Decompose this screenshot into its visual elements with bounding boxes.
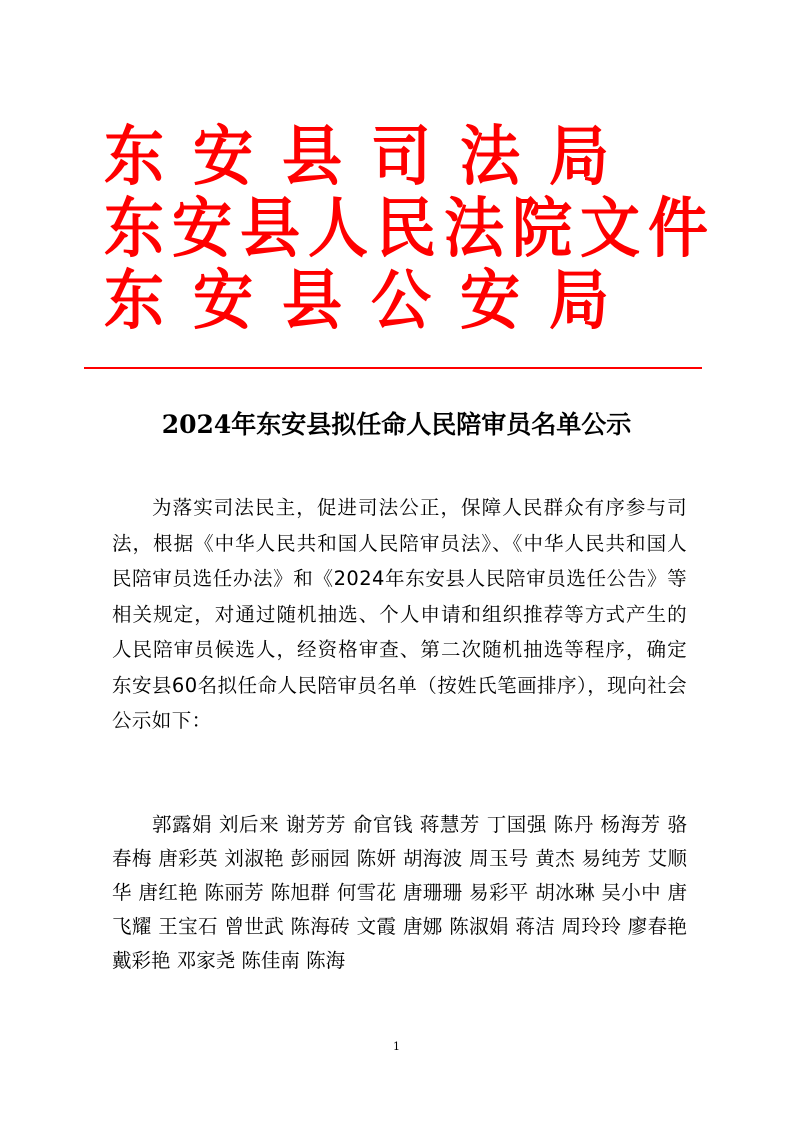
- letterhead-line-court: 东安县人民法院文件: [104, 191, 716, 267]
- letterhead-line-justice-bureau: 东安县司法局: [104, 119, 638, 195]
- letterhead: [104, 118, 716, 339]
- page-number: 1: [393, 1040, 400, 1053]
- names-list: 郭露娟 刘后来 谢芳芳 俞官钱 蒋慧芳 丁国强 陈丹 杨海芳 骆春梅 唐彩英 刘淑艳 彭丽园 陈妍 胡海波 周玉号 黄杰 易纯芳 艾顺华 唐红艳 陈丽芳 陈旭群 何雪花 唐珊珊 易彩平 胡冰琳 吴小中 唐飞耀 王宝石 曾世武 陈海砖 文霞 唐娜 陈淑娟 蒋洁 周玲玲 廖春艳 戴彩艳 邓家尧 陈佳南 陈海: [112, 813, 687, 972]
- document-title: 2024年东安县拟任命人民陪审员名单公示: [161, 410, 632, 439]
- red-divider: [84, 367, 702, 369]
- body-paragraph: 为落实司法民主，促进司法公正，保障人民群众有序参与司法，根据《中华人民共和国人民陪审员法》、《中华人民共和国人民陪审员选任办法》和《2024年东安县人民陪审员选任公告》等相关规定，对通过随机抽选、个人申请和组织推荐等方式产生的人民陪审员候选人，经资格审查、第二次随机抽选等程序，确定东安县60名拟任命人民陪审员名单（按姓氏笔画排序），现向社会公示如下：: [112, 496, 687, 732]
- letterhead-line-police-bureau: 东安县公安局: [104, 263, 638, 339]
